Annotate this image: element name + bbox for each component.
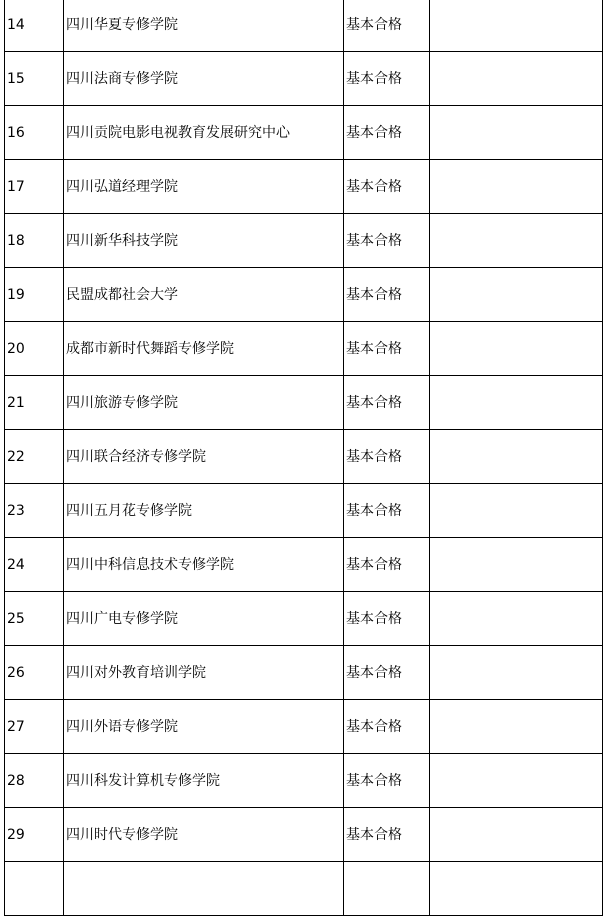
table-row — [5, 754, 603, 808]
remarks-cell — [430, 376, 603, 430]
assessment-result: 基本合格 — [344, 646, 430, 700]
assessment-result: 基本合格 — [344, 376, 430, 430]
table-row — [5, 0, 603, 52]
institution-name — [64, 862, 344, 916]
institution-name: 四川弘道经理学院 — [64, 160, 344, 214]
remarks-cell — [430, 52, 603, 106]
remarks-cell — [430, 646, 603, 700]
row-number: 25 — [5, 592, 64, 646]
table-row — [5, 484, 603, 538]
assessment-result: 基本合格 — [344, 430, 430, 484]
assessment-result: 基本合格 — [344, 0, 430, 52]
assessment-result: 基本合格 — [344, 754, 430, 808]
assessment-result: 基本合格 — [344, 484, 430, 538]
table-row — [5, 214, 603, 268]
institution-name: 四川法商专修学院 — [64, 52, 344, 106]
institution-name: 四川新华科技学院 — [64, 214, 344, 268]
table-row — [5, 430, 603, 484]
assessment-result: 基本合格 — [344, 538, 430, 592]
remarks-cell — [430, 538, 603, 592]
remarks-cell — [430, 0, 603, 52]
table-row — [5, 376, 603, 430]
assessment-result: 基本合格 — [344, 106, 430, 160]
table-row — [5, 106, 603, 160]
row-number: 22 — [5, 430, 64, 484]
assessment-result: 基本合格 — [344, 268, 430, 322]
row-number: 21 — [5, 376, 64, 430]
remarks-cell — [430, 106, 603, 160]
table-row — [5, 700, 603, 754]
assessment-result: 基本合格 — [344, 808, 430, 862]
table-row — [5, 646, 603, 700]
remarks-cell — [430, 808, 603, 862]
remarks-cell — [430, 592, 603, 646]
row-number: 14 — [5, 0, 64, 52]
institution-name: 四川旅游专修学院 — [64, 376, 344, 430]
institution-name: 四川联合经济专修学院 — [64, 430, 344, 484]
institution-name: 四川中科信息技术专修学院 — [64, 538, 344, 592]
row-number: 26 — [5, 646, 64, 700]
row-number — [5, 862, 64, 916]
remarks-cell — [430, 268, 603, 322]
institution-name: 成都市新时代舞蹈专修学院 — [64, 322, 344, 376]
row-number: 24 — [5, 538, 64, 592]
remarks-cell — [430, 700, 603, 754]
table-row — [5, 808, 603, 862]
table-row — [5, 538, 603, 592]
row-number: 19 — [5, 268, 64, 322]
row-number: 18 — [5, 214, 64, 268]
institution-name: 民盟成都社会大学 — [64, 268, 344, 322]
table-row — [5, 160, 603, 214]
assessment-result: 基本合格 — [344, 214, 430, 268]
remarks-cell — [430, 322, 603, 376]
remarks-cell — [430, 754, 603, 808]
row-number: 16 — [5, 106, 64, 160]
institution-name: 四川对外教育培训学院 — [64, 646, 344, 700]
row-number: 29 — [5, 808, 64, 862]
institution-name: 四川外语专修学院 — [64, 700, 344, 754]
results-table — [4, 0, 603, 916]
assessment-result: 基本合格 — [344, 160, 430, 214]
institution-name: 四川科发计算机专修学院 — [64, 754, 344, 808]
institution-name: 四川广电专修学院 — [64, 592, 344, 646]
results-table-body — [5, 0, 603, 916]
table-row — [5, 322, 603, 376]
row-number: 23 — [5, 484, 64, 538]
institution-name: 四川五月花专修学院 — [64, 484, 344, 538]
remarks-cell — [430, 862, 603, 916]
results-table-container — [4, 0, 602, 916]
institution-name: 四川时代专修学院 — [64, 808, 344, 862]
row-number: 27 — [5, 700, 64, 754]
table-row — [5, 862, 603, 916]
remarks-cell — [430, 430, 603, 484]
row-number: 20 — [5, 322, 64, 376]
table-row — [5, 52, 603, 106]
assessment-result: 基本合格 — [344, 700, 430, 754]
assessment-result: 基本合格 — [344, 52, 430, 106]
row-number: 17 — [5, 160, 64, 214]
remarks-cell — [430, 214, 603, 268]
remarks-cell — [430, 484, 603, 538]
assessment-result: 基本合格 — [344, 592, 430, 646]
remarks-cell — [430, 160, 603, 214]
assessment-result: 基本合格 — [344, 322, 430, 376]
assessment-result — [344, 862, 430, 916]
table-row — [5, 592, 603, 646]
institution-name: 四川贡院电影电视教育发展研究中心 — [64, 106, 344, 160]
institution-name: 四川华夏专修学院 — [64, 0, 344, 52]
row-number: 15 — [5, 52, 64, 106]
table-row — [5, 268, 603, 322]
row-number: 28 — [5, 754, 64, 808]
